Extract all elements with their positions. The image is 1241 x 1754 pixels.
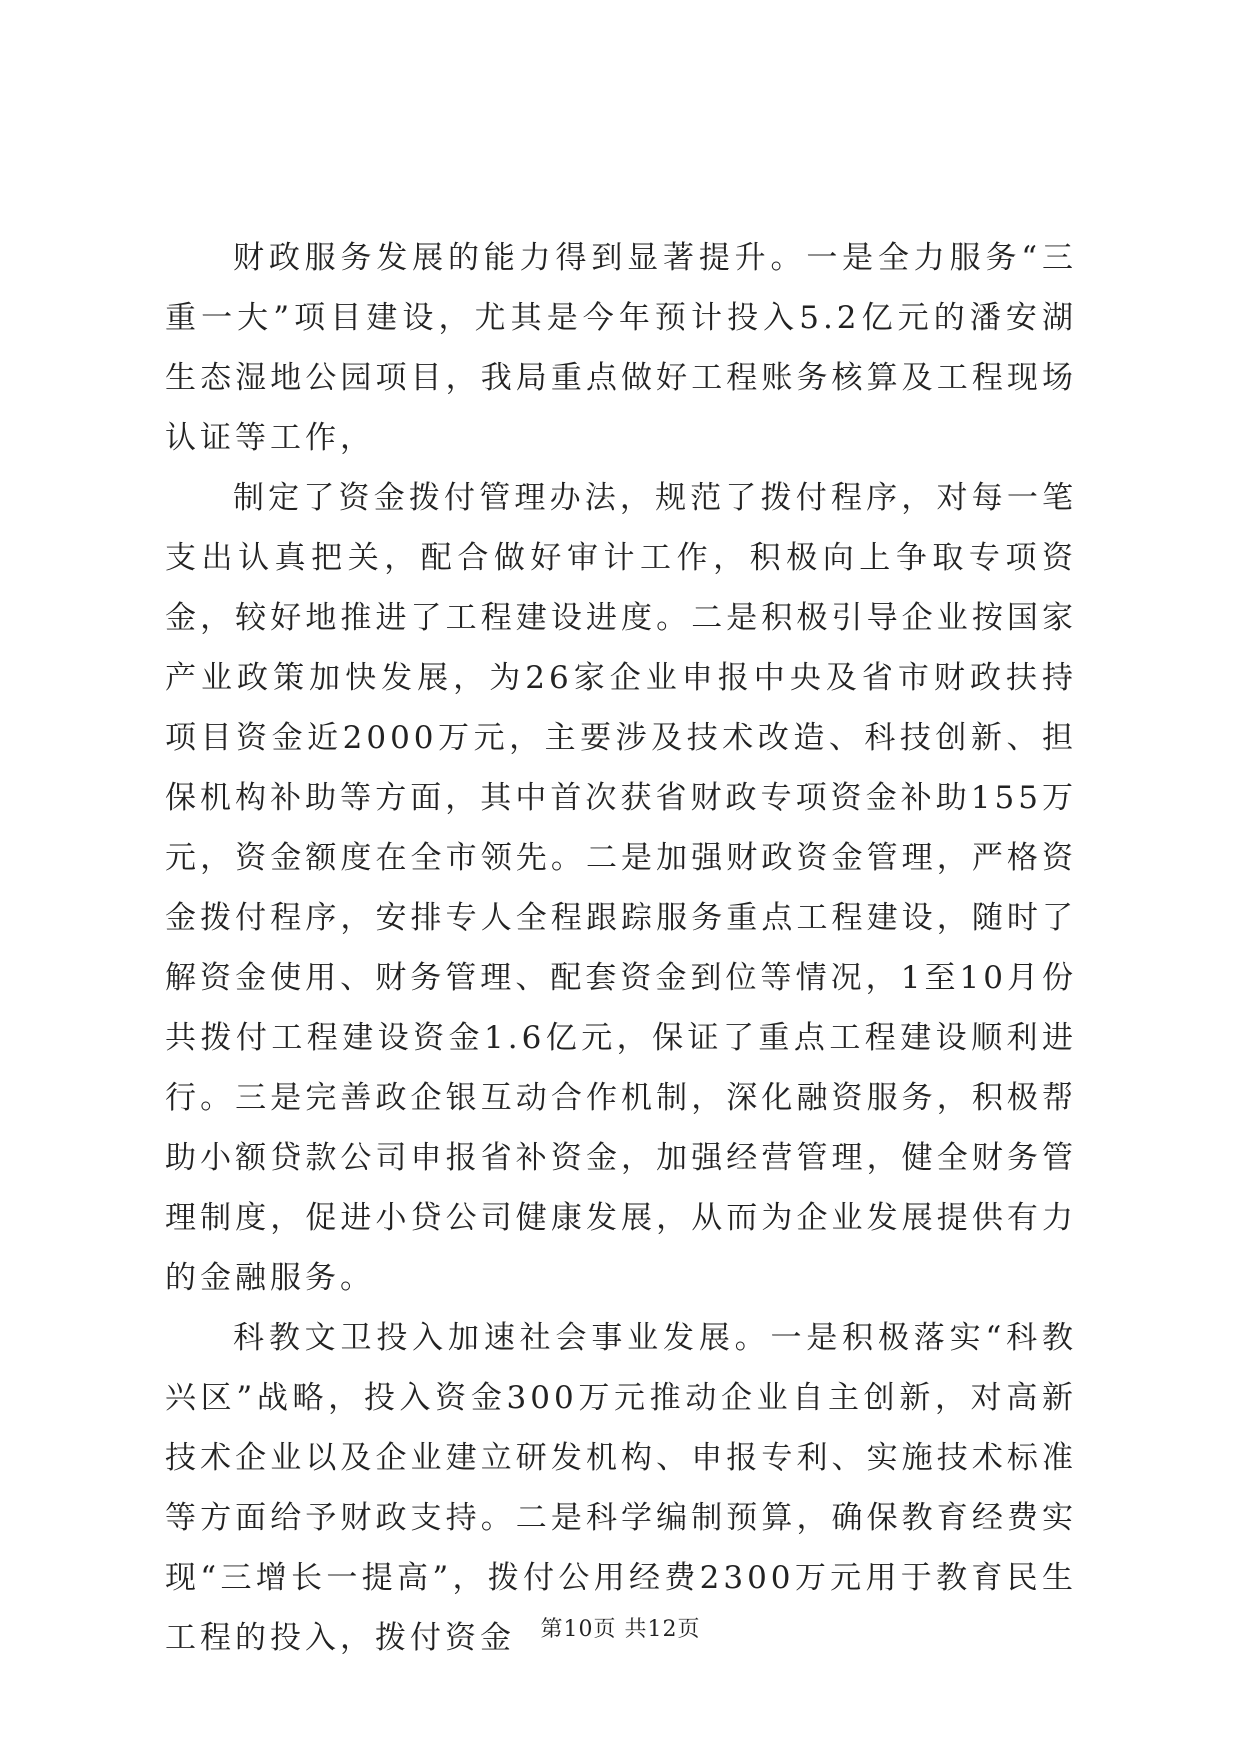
page-number-label: 第10页 共12页: [540, 1617, 701, 1642]
paragraph-2: 制定了资金拨付管理办法，规范了拨付程序，对每一笔支出认真把关，配合做好审计工作，积极向上争取专项资金，较好地推进了工程建设进度。二是积极引导企业按国家产业政策加快发展，为26家企业申报中央及省市财政扶持项目资金近2000万元，主要涉及技术改造、科技创新、担保机构补助等方面，其中首次获省财政专项资金补助155万元，资金额度在全市领先。二是加强财政资金管理，严格资金拨付程序，安排专人全程跟踪服务重点工程建设，随时了解资金使用、财务管理、配套资金到位等情况，1至10月份共拨付工程建设资金1.6亿元，保证了重点工程建设顺利进行。三是完善政企银互动合作机制，深化融资服务，积极帮助小额贷款公司申报省补资金，加强经营管理，健全财务管理制度，促进小贷公司健康发展，从而为企业发展提供有力的金融服务。: [165, 480, 1077, 1296]
paragraph-1: 财政服务发展的能力得到显著提升。一是全力服务“三重一大”项目建设，尤其是今年预计投入5.2亿元的潘安湖生态湿地公园项目，我局重点做好工程账务核算及工程现场认证等工作，: [165, 240, 1077, 456]
page-footer: [0, 1612, 1241, 1643]
paragraph-3: 科教文卫投入加速社会事业发展。一是积极落实“科教兴区”战略，投入资金300万元推动企业自主创新，对高新技术企业以及企业建立研发机构、申报专利、实施技术标准等方面给予财政支持。二是科学编制预算，确保教育经费实现“三增长一提高”，拨付公用经费2300万元用于教育民生工程的投入，拨付资金: [165, 1320, 1077, 1656]
document-body: [165, 228, 1077, 1668]
